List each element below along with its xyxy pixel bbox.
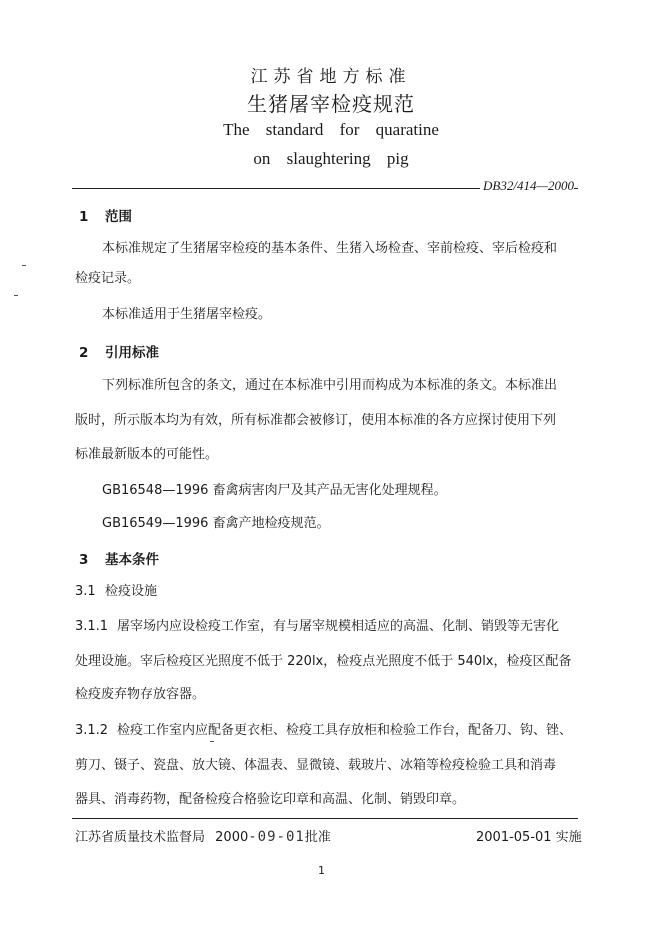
document-title-en-line2: on slaughtering pig (253, 149, 409, 168)
footer-approval-year: 2000 (215, 830, 249, 845)
section-2-paragraph-line-3: 标准最新版本的可能性。 (75, 447, 219, 462)
section-3-heading (79, 548, 159, 568)
clause-3-1-2-text: 检疫工作室内应配备更衣柜、检疫工具存放柜和检验工作台，配备刀、钩、锉、 (117, 723, 573, 738)
reference-gb16548: GB16548—1996 畜禽病害肉尸及其产品无害化处理规程。 (102, 483, 447, 498)
clause-3-1-1-line-3: 检疫废弃物存放容器。 (75, 687, 206, 702)
section-1-paragraph-1-line-2: 检疫记录。 (75, 271, 141, 286)
scan-speck (14, 295, 18, 296)
clause-3-1-2-line-2: 剪刀、镊子、瓷盘、放大镜、体温表、显微镜、载玻片、冰箱等检疫检验工具和消毒 (75, 758, 557, 773)
section-1-title: 范围 (105, 209, 132, 225)
clause-3-1-2-line-1 (75, 722, 572, 739)
document-title-en-line1: The standard for quaratine (223, 120, 439, 139)
section-2-heading (79, 341, 159, 361)
section-2-paragraph-line-2: 版时，所示版本均为有效，所有标准都会被修订，使用本标准的各方应探讨使用下列 (75, 413, 557, 428)
subsection-3-1-title: 检疫设施 (105, 584, 158, 599)
scan-speck (22, 265, 26, 266)
issuer-title: 江苏省地方标准 (250, 67, 412, 87)
subsection-3-1-number: 3.1 (75, 584, 96, 599)
section-3-title: 基本条件 (105, 552, 159, 568)
clause-3-1-1-text: 屠宰场内应设检疫工作室，有与屠宰规模相适应的高温、化制、销毁等无害化 (117, 619, 560, 634)
section-1-number: 1 (79, 209, 89, 225)
clause-3-1-1-line-1 (75, 618, 559, 635)
scan-speck (210, 741, 214, 742)
section-2-paragraph-line-1: 下列标准所包含的条文，通过在本标准中引用而构成为本标准的条文。本标准出 (102, 378, 558, 393)
clause-3-1-1-number: 3.1.1 (75, 619, 109, 634)
section-1-heading (79, 205, 132, 225)
section-1-paragraph-1-line-1: 本标准规定了生猪屠宰检疫的基本条件、生猪入场检查、宰前检疫、宰后检疫和 (102, 241, 558, 256)
clause-3-1-2-number: 3.1.2 (75, 723, 109, 738)
reference-gb16549: GB16549—1996 畜禽产地检疫规范。 (102, 516, 330, 531)
section-1-paragraph-2: 本标准适用于生猪屠宰检疫。 (102, 307, 272, 322)
footer-approval (75, 826, 331, 845)
section-3-number: 3 (79, 552, 89, 568)
handwritten-approval-date: -09-01 (248, 829, 305, 845)
document-number: DB32/414—2000 (480, 178, 574, 194)
footer-issuer: 江苏省质量技术监督局 (75, 830, 206, 845)
section-2-title: 引用标准 (105, 345, 159, 361)
document-title-cn: 生猪屠宰检疫规范 (247, 92, 415, 116)
subsection-3-1 (75, 583, 157, 600)
footer-rule (72, 818, 578, 819)
section-2-number: 2 (79, 345, 89, 361)
page-number: 1 (318, 864, 325, 877)
clause-3-1-1-line-2: 处理设施。宰后检疫区光照度不低于 220lx，检疫点光照度不低于 540lx，检疫区配备 (75, 654, 572, 669)
footer-implementation: 2001-05-01 实施 (476, 830, 582, 845)
clause-3-1-2-line-3: 器具、消毒药物，配备检疫合格验讫印章和高温、化制、销毁印章。 (75, 792, 466, 807)
footer-approval-label: 批准 (304, 830, 331, 845)
